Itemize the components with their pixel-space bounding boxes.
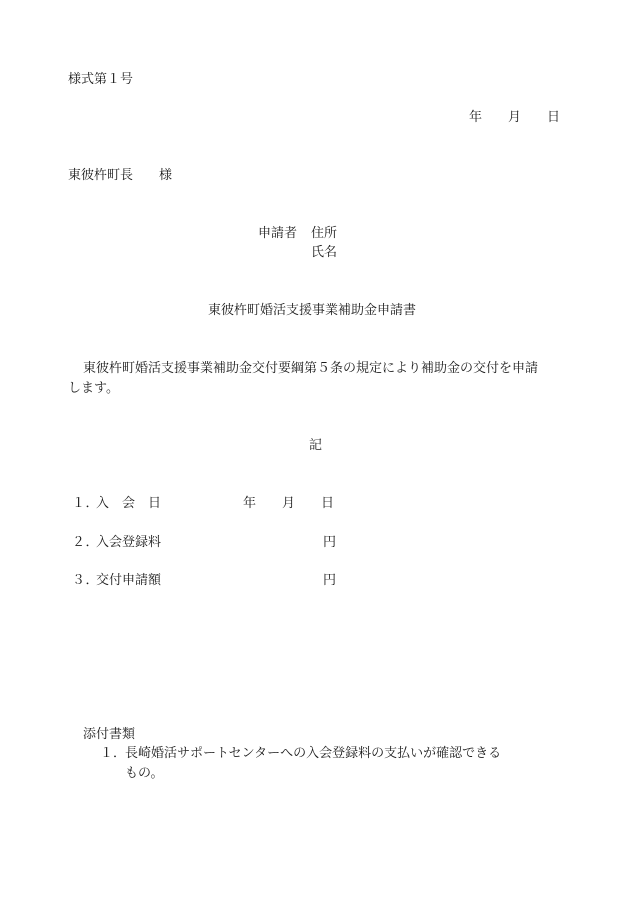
item-value-requested-amount: 円: [323, 573, 337, 588]
item-number: ３．: [72, 573, 100, 588]
item-label-entry-date: 入 会 日: [96, 496, 162, 511]
item-label-requested-amount: 交付申請額: [96, 573, 162, 588]
item-value-registration-fee: 円: [323, 535, 337, 550]
item-number: １．: [72, 496, 100, 511]
item-label-registration-fee: 入会登録料: [96, 535, 162, 550]
form-number: 様式第１号: [68, 72, 134, 87]
body-line-1: 東彼杵町婚活支援事業補助金交付要綱第５条の規定により補助金の交付を申請: [83, 361, 539, 376]
ki-marker: 記: [309, 438, 323, 453]
applicant-name-label: 氏名: [311, 245, 338, 260]
applicant-role-label: 申請者: [258, 226, 298, 241]
attachment-line-1: 長崎婚活サポートセンターへの入会登録料の支払いが確認できる: [125, 746, 502, 761]
document-title: 東彼杵町婚活支援事業補助金申請書: [208, 303, 417, 318]
recipient-line: 東彼杵町長 様: [68, 168, 173, 183]
date-line: 年 月 日: [468, 110, 560, 125]
attachment-line-2: もの。: [125, 766, 164, 781]
body-line-2: します。: [68, 381, 119, 396]
item-number: ２．: [72, 535, 100, 550]
item-value-entry-date: 年 月 日: [243, 496, 335, 511]
attachment-number: １．: [100, 746, 127, 761]
applicant-address-label: 住所: [311, 226, 338, 241]
attachments-heading: 添付書類: [83, 727, 136, 742]
